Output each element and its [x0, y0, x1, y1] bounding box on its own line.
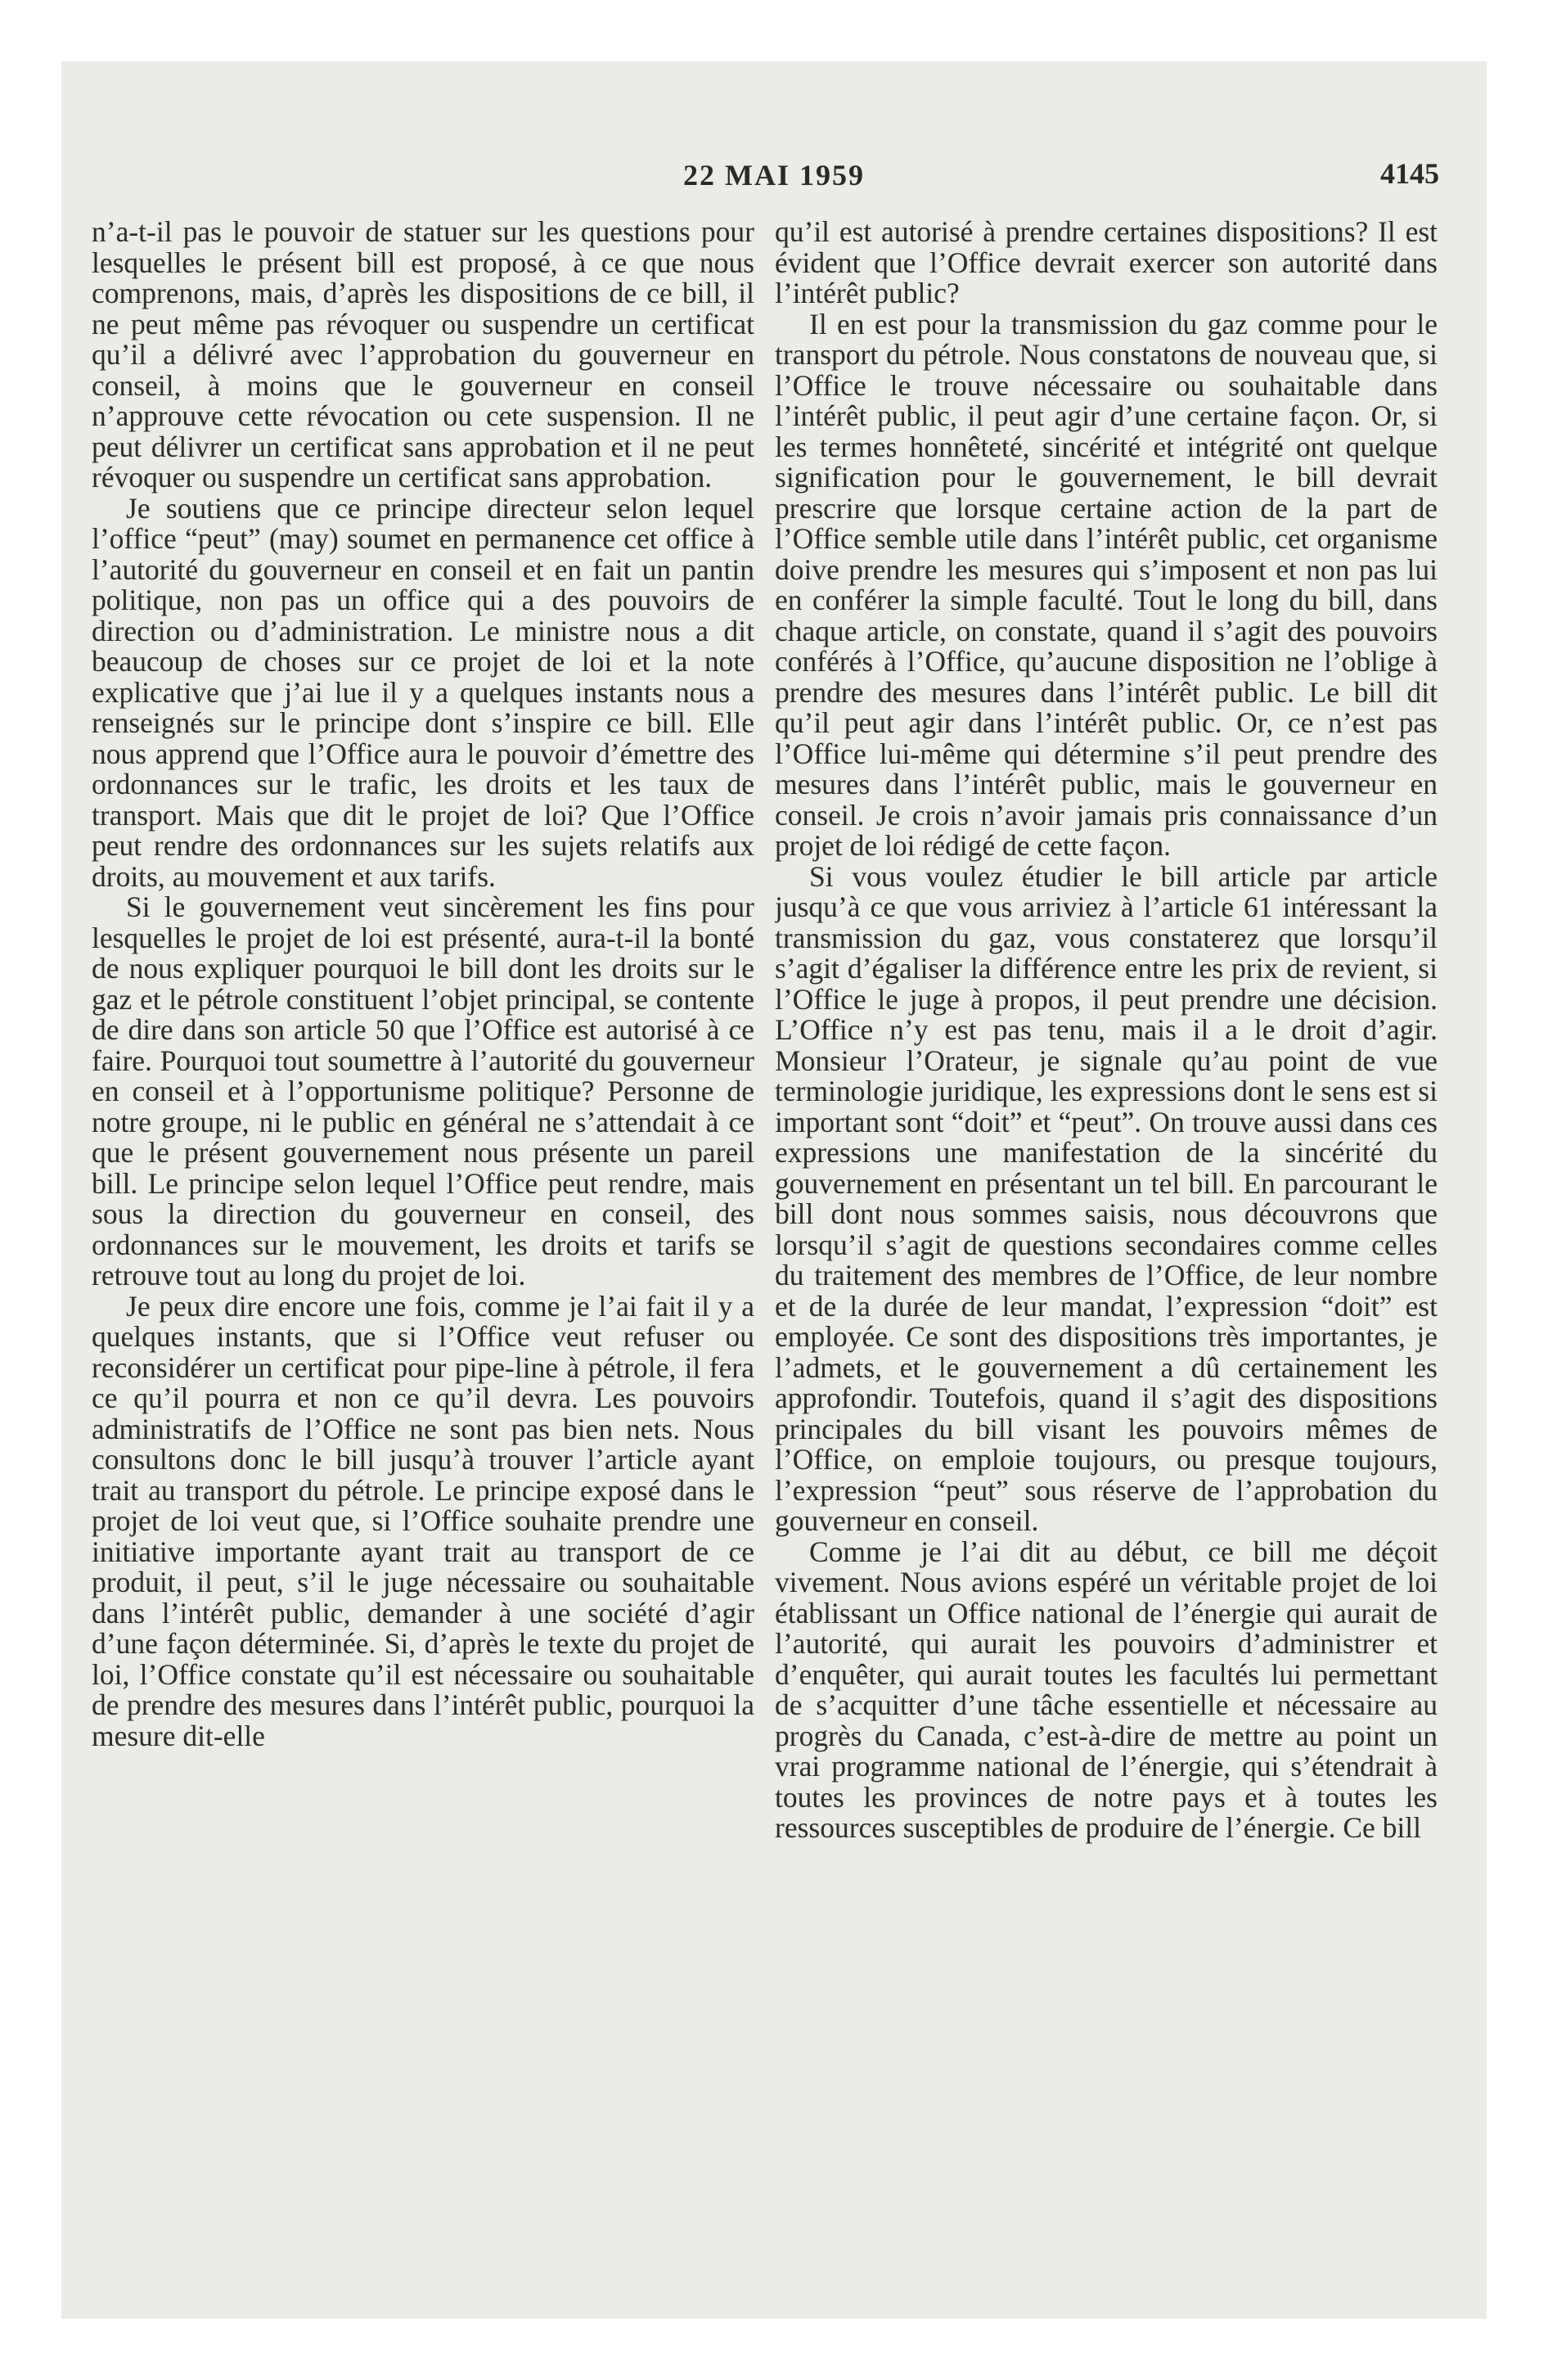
paragraph: Il en est pour la transmission du gaz comme pour le transport du pétrole. Nous constatons de nouveau que, si l’Office le trouve nécessaire ou souhaitable dans l’intérêt public, il peut agir d’une certaine façon. Or, si les termes honnêteté, sincérité et intégrité ont quelque signification pour le gouvernement, le bill devrait prescrire que lorsque certaine action de la part de l’Office semble utile dans l’intérêt public, cet organisme doive prendre les mesures qui s’imposent et non pas lui en conférer la simple faculté. Tout le long du bill, dans chaque article, on constate, quand il s’agit des pouvoirs conférés à l’Office, qu’aucune disposition ne l’oblige à prendre des mesures dans l’intérêt public. Le bill dit qu’il peut agir dans l’intérêt public. Or, ce n’est pas l’Office lui-même qui détermine s’il peut prendre des mesures dans l’intérêt public, mais le gouverneur en conseil. Je crois n’avoir jamais pris connaissance d’un projet de loi rédigé de cette façon.	[775, 307, 1438, 862]
right-column	[775, 217, 1438, 2312]
paragraph: Comme je l’ai dit au début, ce bill me déçoit vivement. Nous avions espéré un véritable projet de loi établissant un Office national de l’énergie qui aurait de l’autorité, qui aurait les pouvoirs d’administrer et d’enquêter, qui aurait toutes les facultés lui permettant de s’acquitter d’une tâche essentielle et nécessaire au progrès du Canada, c’est-à-dire de mettre au point un vrai programme national de l’énergie, qui s’étendrait à toutes les provinces de notre pays et à toutes les ressources susceptibles de produire de l’énergie. Ce bill	[775, 1535, 1438, 1844]
page-number: 4145	[1380, 157, 1439, 190]
paragraph: n’a-t-il pas le pouvoir de statuer sur les questions pour lesquelles le présent bill est proposé, à ce que nous comprenons, mais, d’après les dispositions de ce bill, il ne peut même pas révoquer ou suspendre un certificat qu’il a délivré avec l’approbation du gouverneur en conseil, à moins que le gouverneur en conseil n’approuve cette révocation ou cete suspension. Il ne peut délivrer un certificat sans approbation et il ne peut révoquer ou suspendre un certificat sans approbation.	[92, 217, 754, 494]
page-header-date: 22 MAI 1959	[683, 159, 865, 192]
left-column	[92, 217, 754, 2312]
paragraph: Je peux dire encore une fois, comme je l’ai fait il y a quelques instants, que si l’Office veut refuser ou reconsidérer un certificat pour pipe-line à pétrole, il fera ce qu’il pourra et non ce qu’il devra. Les pouvoirs administratifs de l’Office ne sont pas bien nets. Nous consultons donc le bill jusqu’à trouver l’article ayant trait au transport du pétrole. Le principe exposé dans le projet de loi veut que, si l’Office souhaite prendre une initiative importante ayant trait au transport de ce produit, il peut, s’il le juge nécessaire ou souhaitable dans l’intérêt public, demander à une société d’agir d’une façon déterminée. Si, d’après le texte du projet de loi, l’Office constate qu’il est nécessaire ou souhaitable de prendre des mesures dans l’intérêt public, pourquoi la mesure dit-elle	[92, 1289, 754, 1752]
paragraph: Je soutiens que ce principe directeur selon lequel l’office “peut” (may) soumet en permanence cet office à l’autorité du gouverneur en conseil et en fait un pantin politique, non pas un office qui a des pouvoirs de direction ou d’administration. Le ministre nous a dit beaucoup de choses sur ce projet de loi et la note explicative que j’ai lue il y a quelques instants nous a renseignés sur le principe dont s’inspire ce bill. Elle nous apprend que l’Office aura le pouvoir d’émettre des ordonnances sur le trafic, les droits et les taux de transport. Mais que dit le projet de loi? Que l’Office peut rendre des ordonnances sur les sujets relatifs aux droits, au mouvement et aux tarifs.	[92, 491, 754, 893]
paragraph: Si le gouvernement veut sincèrement les fins pour lesquelles le projet de loi est présenté, aura-t-il la bonté de nous expliquer pourquoi le bill dont les droits sur le gaz et le pétrole constituent l’objet principal, se contente de dire dans son article 50 que l’Office est autorisé à ce faire. Pourquoi tout soumettre à l’autorité du gouverneur en conseil et à l’opportunisme politique? Personne de notre groupe, ni le public en général ne s’attendait à ce que le présent gouvernement nous présente un pareil bill. Le principe selon lequel l’Office peut rendre, mais sous la direction du gouverneur en conseil, des ordonnances sur le mouvement, les droits et tarifs se retrouve tout au long du projet de loi.	[92, 890, 754, 1291]
paragraph: qu’il est autorisé à prendre certaines dispositions? Il est évident que l’Office devrait exercer son autorité dans l’intérêt public?	[775, 217, 1438, 309]
document-page	[61, 61, 1487, 2319]
paragraph: Si vous voulez étudier le bill article par article jusqu’à ce que vous arriviez à l’article 61 intéressant la transmission du gaz, vous constaterez que lorsqu’il s’agit d’égaliser la différence entre les prix de revient, si l’Office le juge à propos, il peut prendre une décision. L’Office n’y est pas tenu, mais il a le droit d’agir. Monsieur l’Orateur, je signale qu’au point de vue terminologie juridique, les expressions dont le sens est si important sont “doit” et “peut”. On trouve aussi dans ces expressions une manifestation de la sincérité du gouvernement en présentant un tel bill. En parcourant le bill dont nous sommes saisis, nous découvrons que lorsqu’il s’agit de questions secondaires comme celles du traitement des membres de l’Office, de leur nombre et de la durée de leur mandat, l’expression “doit” est employée. Ce sont des dispositions très importantes, je l’admets, et le gouvernement a dû certainement les approfondir. Toutefois, quand il s’agit des dispositions principales du bill visant les pouvoirs mêmes de l’Office, on emploie toujours, ou presque toujours, l’expression “peut” sous réserve de l’approbation du gouverneur en conseil.	[775, 859, 1438, 1537]
